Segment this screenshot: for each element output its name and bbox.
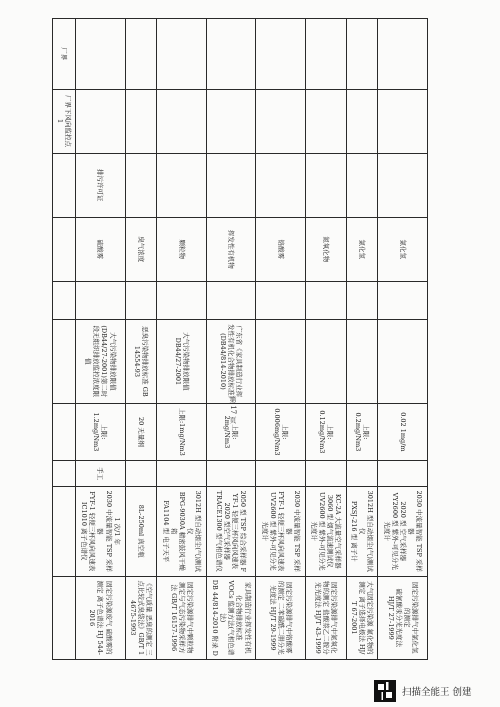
table-cell: 固定污染源排气中氯化氢的测定 硫氰酸汞分光光度法 HJ/T 27-1999 bbox=[378, 576, 428, 659]
table-cell bbox=[53, 320, 76, 403]
monitoring-table bbox=[52, 18, 428, 660]
table-cell: 排污许可证 bbox=[76, 153, 126, 217]
table-cell: 上限: 2mg/Nm3 bbox=[206, 403, 256, 461]
table-cell bbox=[157, 89, 207, 153]
table-cell bbox=[378, 320, 428, 403]
table-cell: 1 次/1 年 2030 中流量智能 TSP 采样器 FYF-1 轻便三杯风向风速表 IC1010 离子色谱仪 bbox=[76, 486, 126, 576]
table-cell: 颗粒物 bbox=[157, 217, 207, 281]
table-cell bbox=[53, 281, 76, 319]
table-cell bbox=[256, 89, 306, 153]
table-cell: 铬酸雾 bbox=[256, 217, 306, 281]
table-cell: 固定污染源废气 硫酸雾的测定 离子色谱法 HJ 544-2016 bbox=[76, 576, 126, 659]
table-cell: 厂界 bbox=[53, 19, 76, 90]
table-cell: 恶臭污染物排放标准 GB 14554-93 bbox=[125, 320, 157, 403]
table-cell bbox=[256, 461, 306, 487]
qr-code-icon bbox=[374, 680, 396, 702]
table-cell: 氯化氢 bbox=[346, 217, 378, 281]
table-cell: 大气污染物排放限值 DB44/27-2001 bbox=[157, 320, 207, 403]
table-cell: 厂界下风向监控点 1 bbox=[53, 89, 76, 153]
table-cell: 上限: 0.12mg/Nm3 bbox=[305, 403, 346, 461]
table-cell: 固定污染源排气中铬酸雾的测定 二苯碳酰二肼分光光度法 HJ/T 29-1999 bbox=[256, 576, 306, 659]
table-row bbox=[378, 19, 428, 660]
table-cell bbox=[346, 281, 378, 319]
table-cell: 氮氧化物 bbox=[305, 217, 346, 281]
table-cell bbox=[53, 217, 76, 281]
table-cell bbox=[206, 281, 256, 319]
table-cell bbox=[378, 89, 428, 153]
table-cell bbox=[256, 19, 306, 90]
table-cell bbox=[256, 153, 306, 217]
table-cell: 《空气质量 恶臭的测定 三点比较式臭袋法》GB/T 14675-1993 bbox=[125, 576, 157, 659]
table-cell bbox=[157, 19, 207, 90]
table-cell: 家具制造行业挥发性有机化合物排放标准 VOCs 监测方法(气相色谱法) DB 44/814-2010 附录 D bbox=[206, 576, 256, 659]
table-cell: 上限: 1.2mg/Nm3 bbox=[76, 403, 126, 461]
table-cell: KC-2A 大流量空气采样器 3060 型 烟气流速测试仪 UV2600 型 紫外-可见分光光度计 bbox=[305, 486, 346, 576]
table-cell: 固定污染源排气中氮氧化物的测定 盐酸萘乙二胺分光光度法 HJ/T 43-1999 bbox=[305, 576, 346, 659]
table-cell: 手工 bbox=[76, 461, 126, 487]
table-cell: 上限:1mg/Nm3 bbox=[157, 403, 207, 461]
table-cell bbox=[378, 153, 428, 217]
table-cell: 固定污染源排气中颗粒物测定与气态污染物采样方法 GB/T 16157-1996 bbox=[157, 576, 207, 659]
table-row bbox=[125, 19, 157, 660]
table-cell bbox=[206, 461, 256, 487]
table-cell: 2050 型 TSP 综合采样器 FYF-1 轻便三杯风向风速表 2020 型空气采样器 TRACE1300 型气相色谱仪 bbox=[206, 486, 256, 576]
table-cell: 2030 中流量智能 TSP 采样器 FYF-1 轻便三杯风向风速表 UV2600 型 紫外-可见分光光度计 bbox=[256, 486, 306, 576]
table-cell bbox=[53, 576, 76, 659]
table-cell: 0.02 1mg/m bbox=[378, 403, 428, 461]
table-cell bbox=[378, 461, 428, 487]
table-cell bbox=[305, 461, 346, 487]
table-cell bbox=[76, 89, 126, 153]
table-cell: 广东省《家具制造行业挥发性有机化合物排放标准》(DB44/814-2010) bbox=[206, 320, 256, 403]
table-cell bbox=[305, 281, 346, 319]
table-cell: 硫酸雾 bbox=[76, 217, 126, 281]
table-cell bbox=[206, 89, 256, 153]
rotated-table-wrapper bbox=[52, 18, 428, 660]
table-cell bbox=[125, 89, 157, 153]
table-cell: 上限: 0.006mg/Nm3 bbox=[256, 403, 306, 461]
table-cell: 氯化氢 bbox=[378, 217, 428, 281]
table-cell bbox=[53, 461, 76, 487]
table-cell bbox=[378, 281, 428, 319]
table-row bbox=[256, 19, 306, 660]
table-cell bbox=[53, 153, 76, 217]
table-cell bbox=[378, 19, 428, 90]
table-cell bbox=[305, 320, 346, 403]
table-cell bbox=[256, 320, 306, 403]
table-cell bbox=[206, 19, 256, 90]
table-cell: 20 无量纲 bbox=[125, 403, 157, 461]
table-row bbox=[346, 19, 378, 660]
table-cell bbox=[53, 403, 76, 461]
table-cell: 8L-250ml 真空瓶 bbox=[125, 486, 157, 576]
table-row bbox=[53, 19, 76, 660]
table-cell bbox=[305, 19, 346, 90]
table-cell bbox=[125, 19, 157, 90]
table-cell bbox=[305, 89, 346, 153]
table-cell bbox=[305, 153, 346, 217]
table-row bbox=[157, 19, 207, 660]
scanner-watermark: 扫描全能王 创建 bbox=[402, 687, 472, 698]
table-cell: 3012H 型自动烟尘(气)测试仪 PXSJ-216 型 离子计 bbox=[346, 486, 378, 576]
table-cell: 上限: 0.2mg/Nm3 bbox=[346, 403, 378, 461]
table-cell bbox=[53, 486, 76, 576]
table-cell bbox=[346, 89, 378, 153]
table-cell: 3012H 型自动烟尘(气)测试仪 BPG-9030A 精密鼓风干燥箱 FA1104 型 电子天平 bbox=[157, 486, 207, 576]
table-cell bbox=[157, 281, 207, 319]
table-cell bbox=[157, 461, 207, 487]
table-body bbox=[53, 19, 428, 660]
table-cell bbox=[346, 153, 378, 217]
table-cell: 大气污染物排放限值 (DB44/27-2001)第二时段无组织排放监控浓度限值 bbox=[76, 320, 126, 403]
page-number: 第 17 页 bbox=[229, 396, 237, 424]
table-cell bbox=[125, 281, 157, 319]
table-cell bbox=[76, 19, 126, 90]
table-cell bbox=[125, 461, 157, 487]
table-cell bbox=[206, 153, 256, 217]
table-cell bbox=[157, 153, 207, 217]
table-cell: 大气固定污染源 氟化物的测定 离子选择电极法 HJ/T 67-2001 bbox=[346, 576, 378, 659]
table-cell bbox=[125, 153, 157, 217]
table-row bbox=[206, 19, 256, 660]
table-cell bbox=[346, 19, 378, 90]
table-cell bbox=[346, 461, 378, 487]
table-cell: 挥发性有机物 bbox=[206, 217, 256, 281]
table-cell bbox=[346, 320, 378, 403]
table-cell: 2030 中流量智能 TSP 采样器 2020 型 空气采样器 VY2600 型 紫外-可见分光光度计 bbox=[378, 486, 428, 576]
table-row bbox=[76, 19, 126, 660]
table-row bbox=[305, 19, 346, 660]
table-cell: 臭气浓度 bbox=[125, 217, 157, 281]
table-cell bbox=[76, 281, 126, 319]
table-cell bbox=[256, 281, 306, 319]
